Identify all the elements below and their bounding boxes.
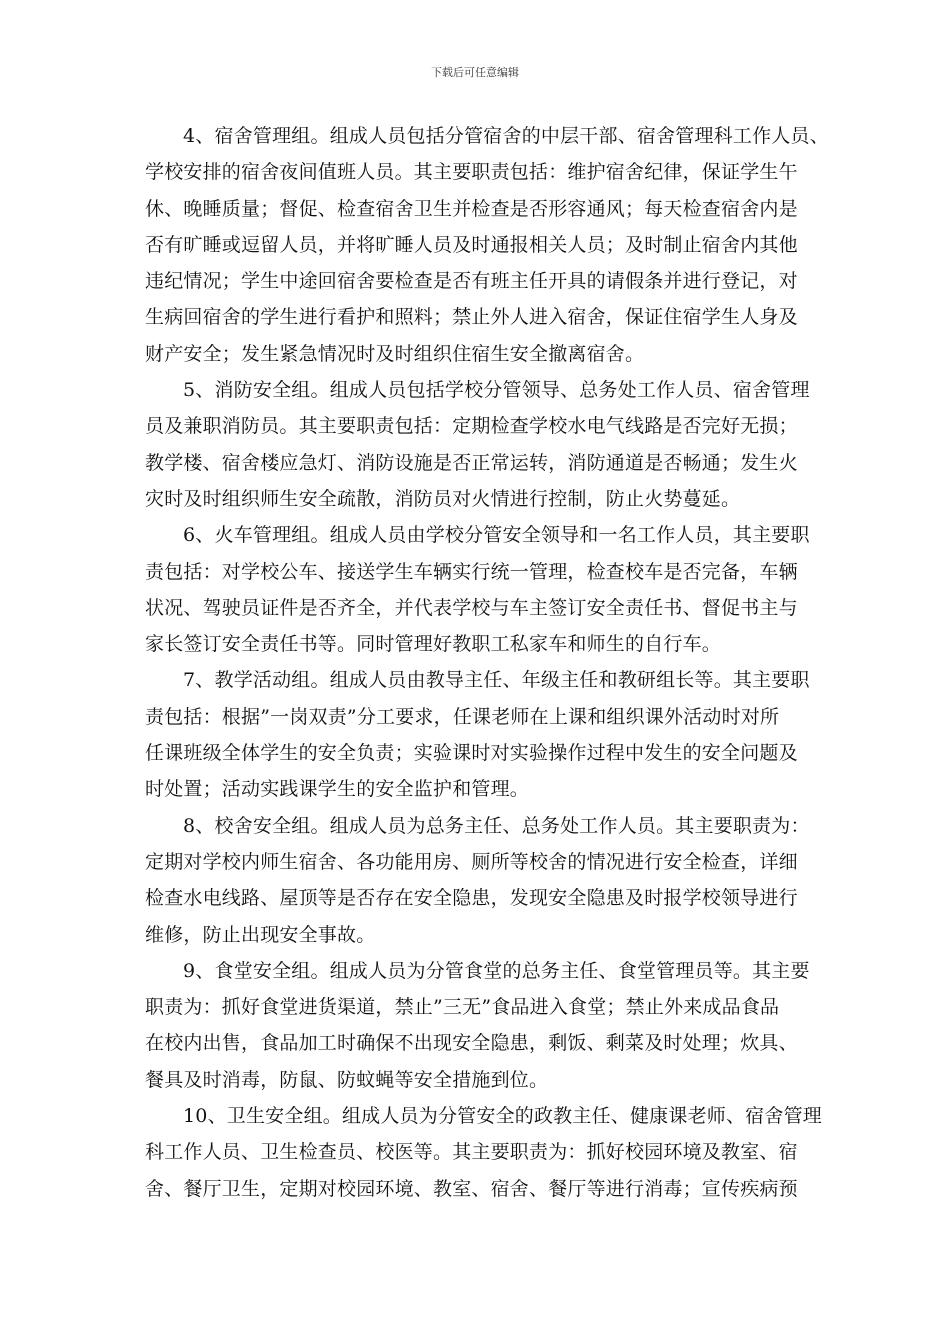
paragraph-line: 灾时及时组织师生安全疏散，消防员对火情进行控制，防止火势蔓延。 (145, 487, 741, 510)
paragraph-line: 否有旷睡或逗留人员，并将旷睡人员及时通报相关人员；及时制止宿舍内其他 (145, 233, 798, 256)
paragraph-line: 责包括：根据”一岗双责”分工要求，任课老师在上课和组织课外活动时对所 (145, 705, 780, 728)
paragraph-line: 7、教学活动组。组成人员由教导主任、年级主任和教研组长等。其主要职 (183, 669, 810, 692)
paragraph-line: 检查水电线路、屋顶等是否存在安全隐患，发现安全隐患及时报学校领导进行 (145, 887, 798, 910)
paragraph (145, 662, 809, 807)
paragraph-line: 4、宿舍管理组。组成人员包括分管宿舍的中层干部、宿舍管理科工作人员、 (183, 125, 829, 147)
paragraph-line: 财产安全；发生紧急情况时及时组织住宿生安全撤离宿舍。 (145, 342, 645, 365)
paragraph (145, 953, 809, 1098)
paragraph-line: 职责为：抓好食堂进货渠道，禁止”三无”食品进入食堂；禁止外来成品食品 (145, 996, 780, 1019)
paragraph-line: 任课班级全体学生的安全负责；实验课时对实验操作过程中发生的安全问题及 (145, 742, 798, 765)
page-header-watermark: 下载后可任意编辑 (431, 66, 519, 79)
document-body (145, 118, 829, 1207)
paragraph (145, 1098, 822, 1207)
paragraph-line: 学校安排的宿舍夜间值班人员。其主要职责包括：维护宿舍纪律，保证学生午 (145, 161, 798, 184)
paragraph-line: 9、食堂安全组。组成人员为分管食堂的总务主任、食堂管理员等。其主要 (183, 959, 810, 982)
paragraph-line: 舍、餐厅卫生，定期对校园环境、教室、宿舍、餐厅等进行消毒；宣传疾病预 (145, 1177, 798, 1200)
paragraph-line: 休、晚睡质量；督促、检查宿舍卫生并检查是否形容通风；每天检查宿舍内是 (145, 197, 798, 220)
paragraph-line: 科工作人员、卫生检查员、校医等。其主要职责为：抓好校园环境及教室、宿 (145, 1141, 798, 1164)
paragraph-line: 维修，防止出现安全事故。 (145, 923, 376, 946)
paragraph-line: 定期对学校内师生宿舍、各功能用房、厕所等校舍的情况进行安全检查，详细 (145, 850, 798, 873)
paragraph-line: 时处置；活动实践课学生的安全监护和管理。 (145, 778, 530, 801)
paragraph-line: 餐具及时消毒，防鼠、防蚊蝇等安全措施到位。 (145, 1068, 549, 1091)
paragraph-line: 8、校舍安全组。组成人员为总务主任、总务处工作人员。其主要职责为： (183, 814, 810, 837)
paragraph (145, 517, 809, 662)
paragraph-line: 员及兼职消防员。其主要职责包括：定期检查学校水电气线路是否完好无损； (145, 415, 798, 438)
paragraph-line: 违纪情况；学生中途回宿舍要检查是否有班主任开具的请假条并进行登记，对 (145, 270, 798, 293)
paragraph-line: 10、卫生安全组。组成人员为分管安全的政教主任、健康课老师、宿舍管理 (183, 1105, 822, 1128)
paragraph-line: 教学楼、宿舍楼应急灯、消防设施是否正常运转，消防通道是否畅通；发生火 (145, 451, 798, 474)
paragraph (145, 118, 829, 372)
paragraph-line: 在校内出售，食品加工时确保不出现安全隐患，剩饭、剩菜及时处理；炊具、 (145, 1032, 798, 1055)
paragraph-line: 状况、驾驶员证件是否齐全，并代表学校与车主签订安全责任书、督促书主与 (145, 596, 798, 619)
paragraph-line: 生病回宿舍的学生进行看护和照料；禁止外人进入宿舍，保证住宿学生人身及 (145, 306, 798, 329)
paragraph (145, 372, 809, 517)
paragraph-line: 5、消防安全组。组成人员包括学校分管领导、总务处工作人员、宿舍管理 (183, 379, 810, 402)
paragraph-line: 家长签订安全责任书等。同时管理好教职工私家车和师生的自行车。 (145, 633, 722, 656)
paragraph-line: 责包括：对学校公车、接送学生车辆实行统一管理，检查校车是否完备，车辆 (145, 560, 798, 583)
paragraph (145, 808, 809, 953)
paragraph-line: 6、火车管理组。组成人员由学校分管安全领导和一名工作人员，其主要职 (183, 524, 810, 547)
